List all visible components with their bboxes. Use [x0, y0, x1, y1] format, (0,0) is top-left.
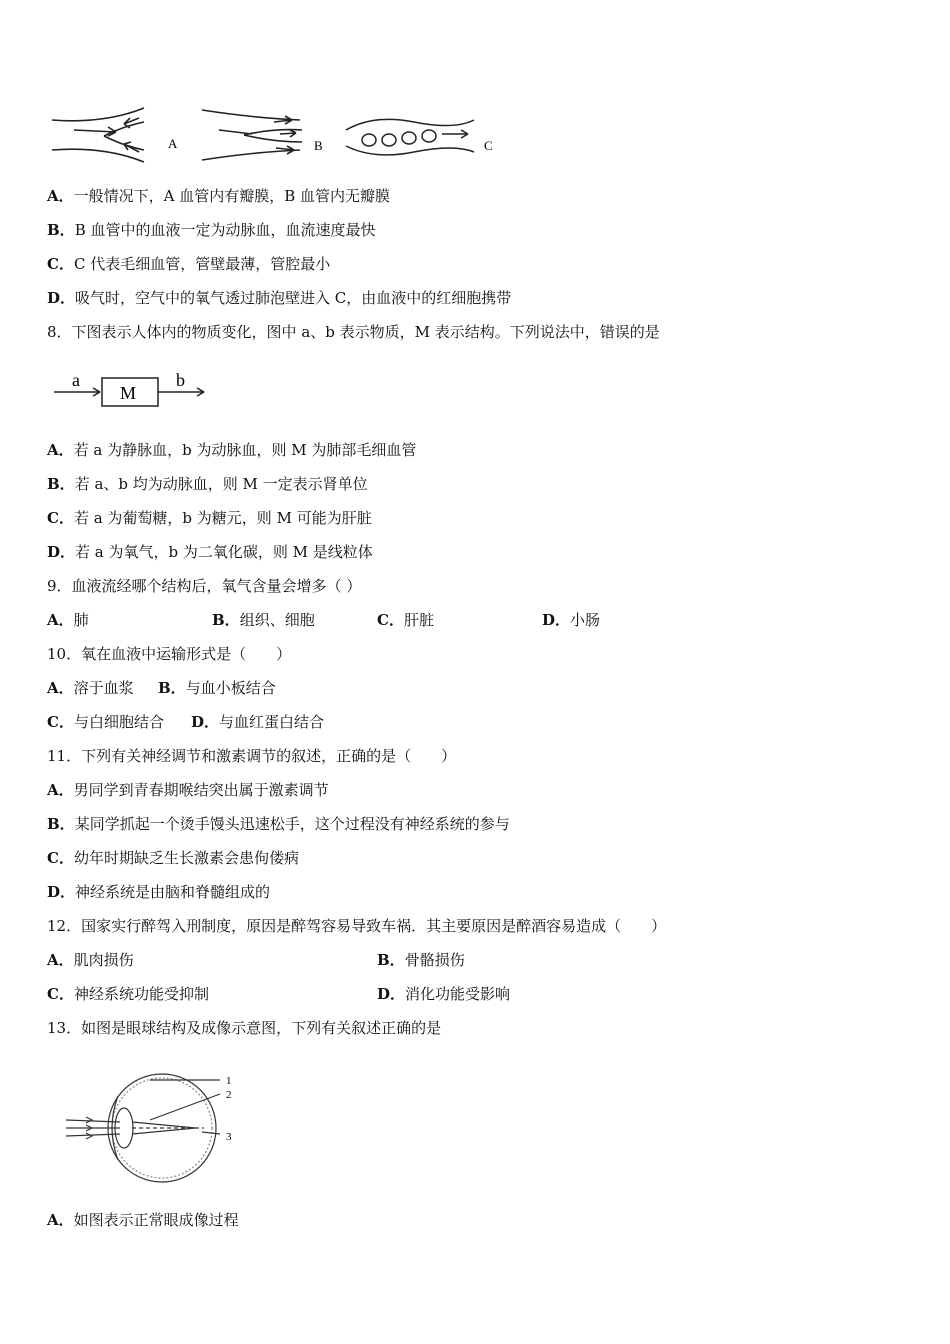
q10-option-a[interactable]: A．溶于血浆	[47, 679, 134, 697]
q7-option-a[interactable]: A．一般情况下，A 血管内有瓣膜，B 血管内无瓣膜	[47, 187, 391, 205]
blood-vessel-figure	[44, 100, 504, 170]
fig8-label-b: b	[176, 370, 185, 390]
q7-option-d[interactable]: D．吸气时，空气中的氧气透过肺泡壁进入 C，由血液中的红细胞携带	[47, 289, 512, 307]
vessel-label-b: B	[314, 138, 323, 153]
q8-stem: 8．下图表示人体内的物质变化，图中 a、b 表示物质，M 表示结构。下列说法中，错误的是	[47, 323, 660, 341]
q7-option-c[interactable]: C．C 代表毛细血管，管壁最薄，管腔最小	[47, 255, 331, 273]
q8-option-b[interactable]: B．若 a、b 均为动脉血，则 M 一定表示肾单位	[47, 475, 368, 493]
q10-option-c[interactable]: C．与白细胞结合	[47, 713, 164, 731]
q11-option-c[interactable]: C．幼年时期缺乏生长激素会患佝偻病	[47, 849, 299, 867]
q12-stem: 12．国家实行醉驾入刑制度，原因是醉驾容易导致车祸．其主要原因是醉酒容易造成（ ）	[47, 917, 667, 935]
q8-option-d[interactable]: D．若 a 为氧气，b 为二氧化碳，则 M 是线粒体	[47, 543, 373, 561]
q8-option-c[interactable]: C．若 a 为葡萄糖，b 为糖元，则 M 可能为肝脏	[47, 509, 372, 527]
q11-option-b[interactable]: B．某同学抓起一个烫手馒头迅速松手，这个过程没有神经系统的参与	[47, 815, 510, 833]
q8-option-a[interactable]: A．若 a 为静脉血，b 为动脉血，则 M 为肺部毛细血管	[47, 441, 417, 459]
eyeball-figure	[62, 1070, 252, 1188]
q12-option-c[interactable]: C．神经系统功能受抑制	[47, 985, 209, 1003]
q11-stem: 11．下列有关神经调节和激素调节的叙述，正确的是（ ）	[47, 747, 457, 765]
fig8-label-m: M	[120, 383, 137, 403]
q9-stem: 9．血液流经哪个结构后，氧气含量会增多（ ）	[47, 577, 362, 595]
q13-stem: 13．如图是眼球结构及成像示意图，下列有关叙述正确的是	[47, 1019, 442, 1037]
vessel-label-a: A	[168, 136, 178, 151]
eye-label-2: 2	[226, 1089, 232, 1101]
q10-stem: 10．氧在血液中运输形式是（ ）	[47, 645, 292, 663]
vessel-label-c: C	[484, 138, 493, 153]
q10-option-d[interactable]: D．与血红蛋白结合	[191, 713, 325, 731]
fig8-label-a: a	[72, 370, 80, 390]
q7-option-b[interactable]: B．B 血管中的血液一定为动脉血，血流速度最快	[47, 221, 376, 239]
q12-option-d[interactable]: D．消化功能受影响	[377, 985, 511, 1003]
q9-option-b[interactable]: B．组织、细胞	[212, 611, 315, 629]
substance-change-figure	[50, 362, 220, 414]
q9-option-a[interactable]: A．肺	[47, 611, 89, 629]
q11-option-a[interactable]: A．男同学到青春期喉结突出属于激素调节	[47, 781, 329, 799]
q10-option-b[interactable]: B．与血小板结合	[158, 679, 276, 697]
q9-option-c[interactable]: C．肝脏	[377, 611, 434, 629]
q11-option-d[interactable]: D．神经系统是由脑和脊髓组成的	[47, 883, 271, 901]
q13-option-a[interactable]: A．如图表示正常眼成像过程	[47, 1211, 239, 1229]
q9-option-d[interactable]: D．小肠	[542, 611, 601, 629]
q12-option-b[interactable]: B．骨骼损伤	[377, 951, 465, 969]
q12-option-a[interactable]: A．肌肉损伤	[47, 951, 134, 969]
eye-label-3: 3	[226, 1131, 232, 1143]
eye-label-1: 1	[226, 1075, 232, 1087]
